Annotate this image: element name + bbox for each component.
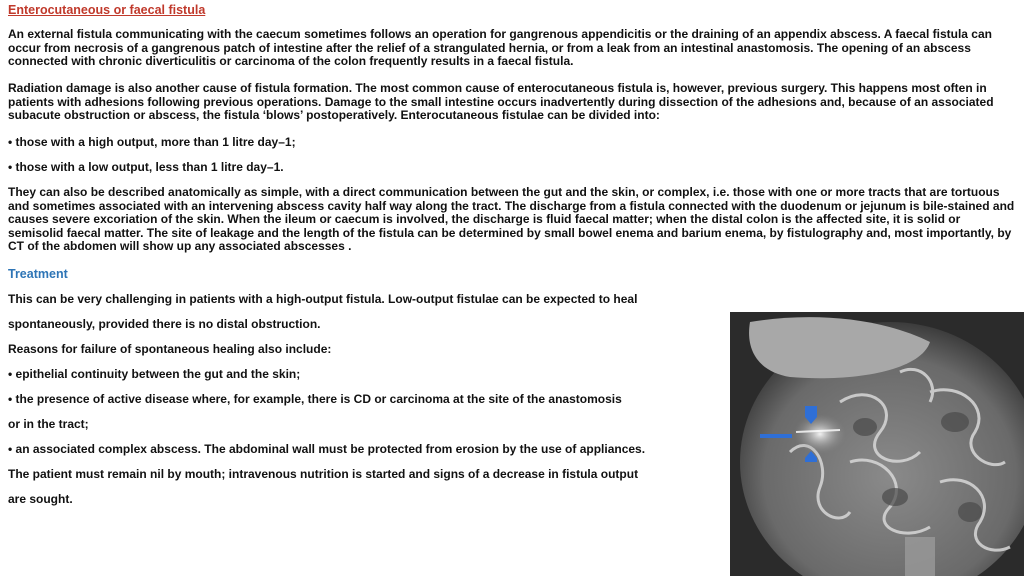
bullet-low-output: • those with a low output, less than 1 litre day–1. [8,160,284,174]
treatment-line: or in the tract; [8,417,89,431]
treatment-line: • an associated complex abscess. The abdominal wall must be protected from erosion by the use of appliances. [8,442,646,456]
arrow-right-icon [760,434,792,438]
fistula-tract [794,414,846,454]
page-title: Enterocutaneous or faecal fistula [8,3,206,17]
mri-illustration [730,312,1024,576]
treatment-line: • epithelial continuity between the gut and the skin; [8,367,301,381]
treatment-line: This can be very challenging in patients with a high-output fistula. Low-output fistulae can be expected to heal [8,292,638,306]
treatment-line: • the presence of active disease where, for example, there is CD or carcinoma at the site of the anastomosis [8,392,622,406]
treatment-line: are sought. [8,492,73,506]
treatment-heading: Treatment [8,267,68,281]
spine [905,537,935,576]
paragraph-radiation: Radiation damage is also another cause of fistula formation. The most common cause of enterocutaneous fistula is, however, previous surgery. This happens most often in patients with adhesions following previous operations. Damage to the small intestine occurs inadvertently during dissection of the adhesions and, because of an associated subacute obstruction or abscess, the fistula ‘blows’ postoperatively. Enterocutaneous fistulae can be divided into: [8,81,994,123]
treatment-line: spontaneously, provided there is no distal obstruction. [8,317,321,331]
paragraph-causes: An external fistula communicating with the caecum sometimes follows an operation for gangrenous appendicitis or the draining of an appendix abscess. A faecal fistula can occur from necrosis of a gangrenous patch of intestine after the relief of a strangulated hernia, or from a leak from an intestinal anastomosis. The opening of an abscess connected with chronic diverticulitis or carcinoma of the colon frequently results in a faecal fistula. [8,27,992,69]
bullet-high-output: • those with a high output, more than 1 litre day–1; [8,135,296,149]
paragraph-anatomy: They can also be described anatomically as simple, with a direct communication between the gut and the skin, or complex, i.e. those with one or more tracts that are tortuous and sometimes associated with an intervening abscess cavity half way along the tract. The discharge from a fistula connected with the duodenum or jejunum is bile-stained and causes severe excoriation of the skin. When the ileum or caecum is involved, the discharge is fluid faecal matter; when the distal colon is the affected site, it is solid or semisolid faecal matter. The site of leakage and the length of the fistula can be determined by small bowel enema and barium enema, by fistulography and, most importantly, by CT of the abdomen will show up any associated abscesses . [8,185,1015,254]
mri-abdomen-image [730,312,1024,576]
treatment-line: Reasons for failure of spontaneous healing also include: [8,342,332,356]
treatment-line: The patient must remain nil by mouth; intravenous nutrition is started and signs of a decrease in fistula output [8,467,639,481]
